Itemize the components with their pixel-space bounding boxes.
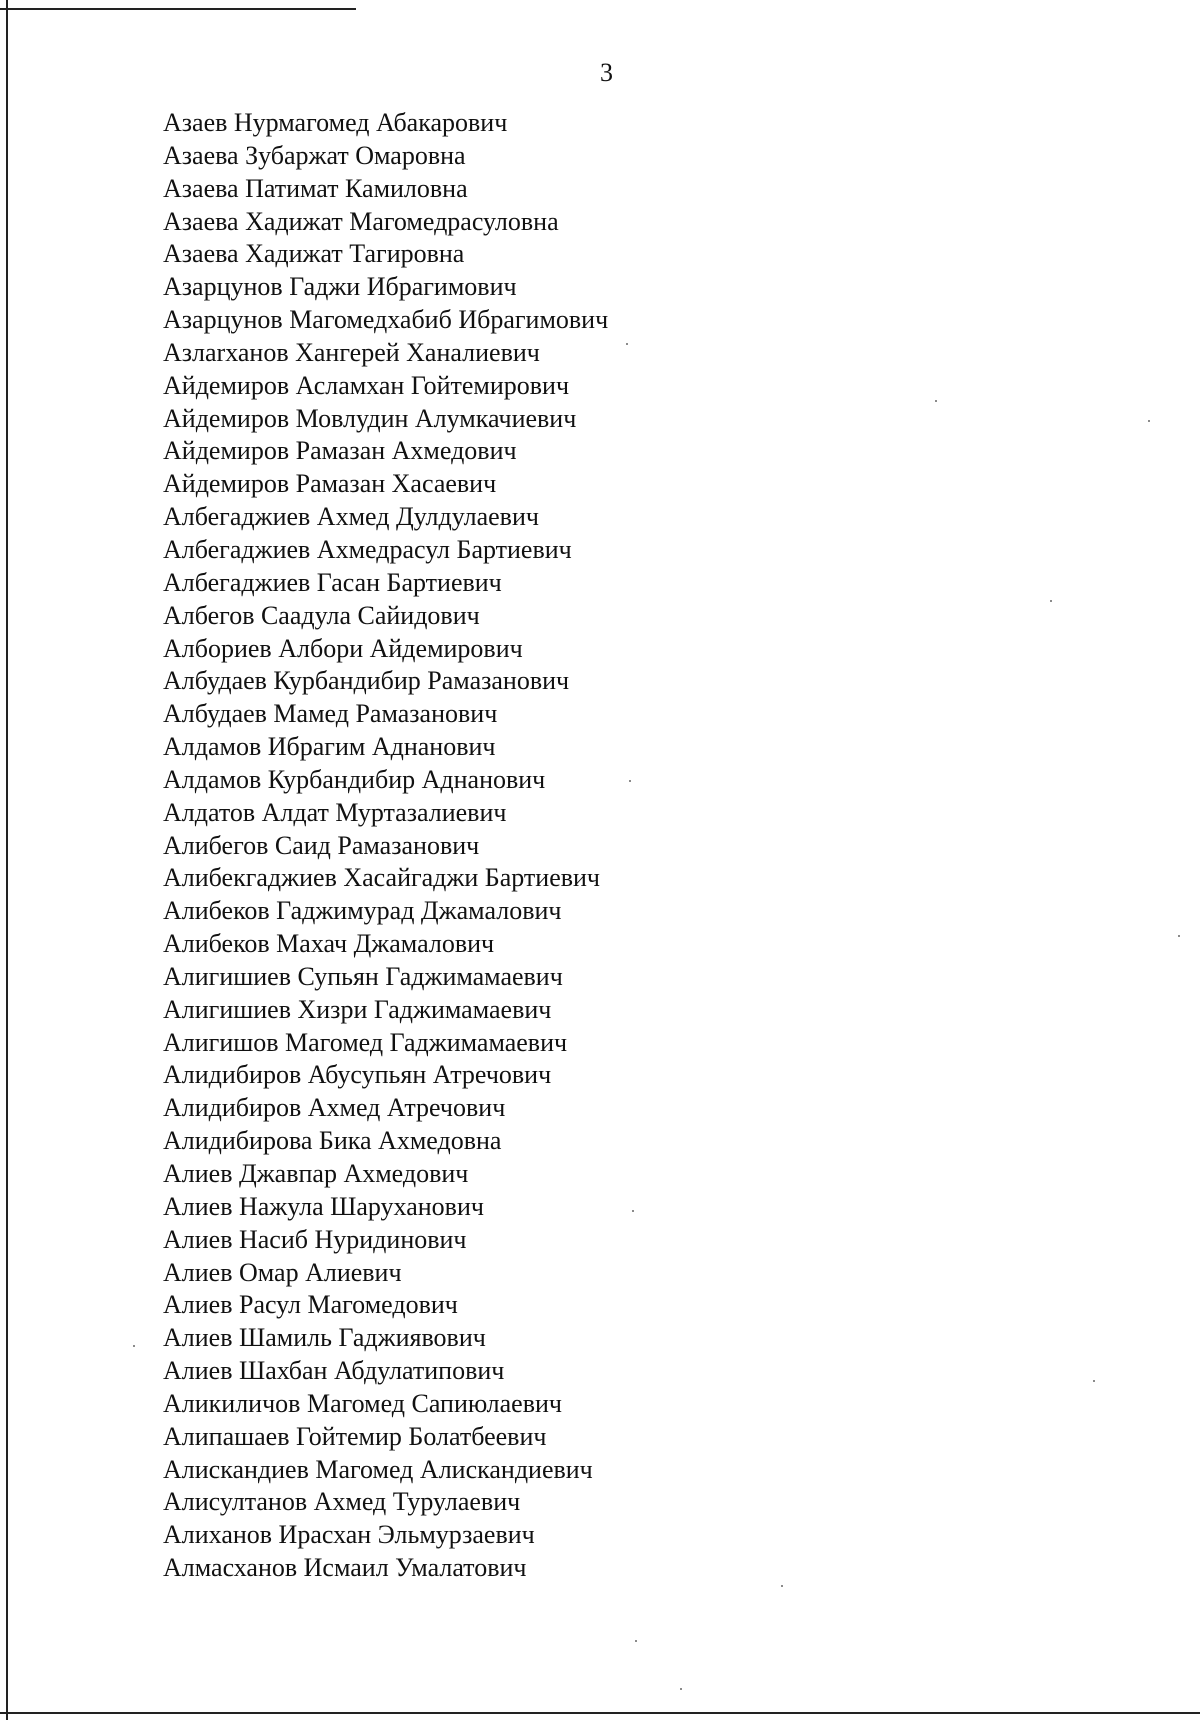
list-item: Албориев Албори Айдемирович	[163, 633, 523, 663]
list-item: Азаев Нурмагомед Абакарович	[163, 108, 508, 137]
list-item: Алибеков Гаджимурад Джамалович	[163, 896, 562, 926]
list-item: Азаева Патимат Камиловна	[163, 173, 468, 203]
scan-speck	[1050, 600, 1052, 602]
scan-speck	[635, 1640, 637, 1642]
list-item: Айдемиров Асламхан Гойтемирович	[163, 370, 570, 400]
list-item: Алидибиров Ахмед Атречович	[163, 1093, 506, 1123]
page-number: 3	[600, 58, 613, 87]
list-item: Албегаджиев Ахмедрасул Бартиевич	[163, 534, 572, 564]
list-item: Алигишов Магомед Гаджимамаевич	[163, 1027, 568, 1057]
scan-speck	[626, 343, 628, 345]
list-item: Азаева Зубаржат Омаровна	[163, 140, 466, 170]
scan-speck	[1178, 935, 1180, 937]
list-item: Алмасханов Исмаил Умалатович	[163, 1553, 527, 1583]
list-item: Албегаджиев Ахмед Дулдулаевич	[163, 502, 539, 532]
list-item: Алиев Шамиль Гаджиявович	[163, 1323, 486, 1353]
list-item: Алиев Расул Магомедович	[163, 1290, 458, 1320]
scan-bottom-edge	[0, 1712, 1200, 1714]
list-item: Алибекгаджиев Хасайгаджи Бартиевич	[163, 863, 600, 893]
list-item: Азаева Хадижат Тагировна	[163, 239, 465, 269]
list-item: Алдатов Алдат Муртазалиевич	[163, 797, 507, 827]
list-item: Алидибиров Абусупьян Атречович	[163, 1060, 552, 1090]
list-item: Алдамов Курбандибир Аднанович	[163, 764, 546, 794]
list-item: Албудаев Мамед Рамазанович	[163, 699, 498, 729]
list-item: Айдемиров Мовлудин Алумкачиевич	[163, 403, 577, 433]
list-item: Алигишиев Супьян Гаджимамаевич	[163, 961, 563, 991]
list-item: Алипашаев Гойтемир Болатбеевич	[163, 1421, 547, 1451]
list-item: Албудаев Курбандибир Рамазанович	[163, 666, 570, 696]
scan-speck	[133, 1345, 135, 1347]
scan-speck	[781, 1585, 783, 1587]
list-item: Алиханов Ирасхан Эльмурзаевич	[163, 1520, 535, 1550]
list-item: Азарцунов Гаджи Ибрагимович	[163, 272, 517, 302]
list-item: Алибеков Махач Джамалович	[163, 929, 495, 959]
list-item: Алибегов Саид Рамазанович	[163, 830, 480, 860]
list-item: Азлarханов Хангерей Ханалиевич	[163, 337, 540, 367]
list-item: Алиев Нажула Шаруханович	[163, 1191, 484, 1221]
list-item: Аликиличов Магомед Сапиюлаевич	[163, 1388, 562, 1418]
list-item: Айдемиров Рамазан Хасаевич	[163, 469, 497, 499]
scan-left-edge	[6, 0, 8, 1720]
list-item: Алигишиев Хизри Гаджимамаевич	[163, 994, 552, 1024]
list-item: Албегов Саадула Сайидович	[163, 600, 480, 630]
scan-speck	[1093, 1380, 1095, 1382]
list-item: Алиев Джавпар Ахмедович	[163, 1159, 469, 1188]
list-item: Алискандиев Магомед Алискандиевич	[163, 1454, 593, 1484]
name-list	[163, 107, 608, 1585]
list-item: Алиев Насиб Нуридинович	[163, 1224, 467, 1254]
list-item: Алидибирова Бика Ахмедовна	[163, 1126, 502, 1156]
list-item: Алиев Шахбан Абдулатипович	[163, 1356, 505, 1386]
list-item: Алдамов Ибрагим Аднанович	[163, 732, 496, 762]
scan-speck	[680, 1688, 682, 1690]
scan-speck	[632, 1210, 634, 1212]
list-item: Айдемиров Рамазан Ахмедович	[163, 436, 517, 466]
scan-speck	[1148, 420, 1150, 422]
list-item: Албегаджиев Гасан Бартиевич	[163, 567, 502, 597]
list-item: Азаева Хадижат Магомедрасуловна	[163, 206, 559, 236]
scan-speck	[629, 780, 631, 782]
list-item: Азарцунов Магомедхабиб Ибрагимович	[163, 305, 609, 335]
scan-top-edge	[0, 8, 356, 10]
list-item: Алиев Омар Алиевич	[163, 1257, 402, 1287]
scan-speck	[935, 400, 937, 402]
list-item: Алисултанов Ахмед Турулаевич	[163, 1487, 521, 1517]
